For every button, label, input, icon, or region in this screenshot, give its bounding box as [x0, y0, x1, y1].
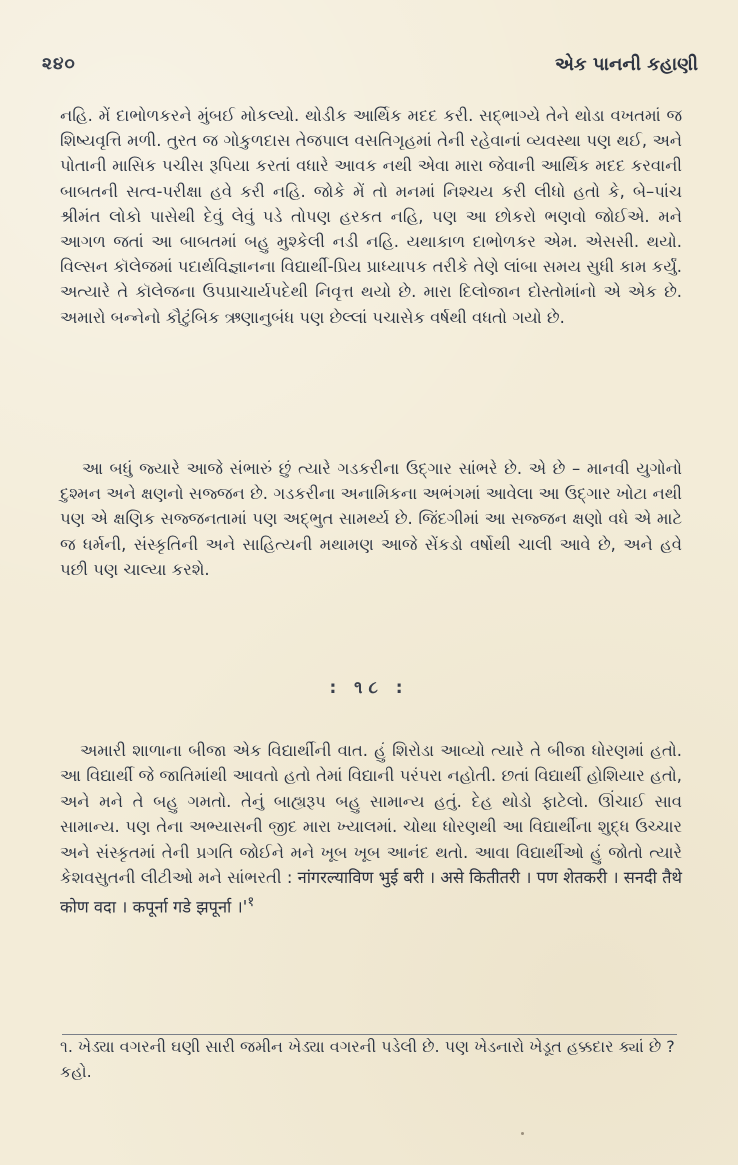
- footnote-reference: १: [247, 894, 255, 911]
- ink-speck: [521, 1132, 524, 1135]
- running-title: એક પાનની કહાણી: [554, 54, 698, 75]
- devanagari-quote: नांगरल्याविण भुई बरी । असे कितीतरी । पण शेतकरी । सनदी तैथे कोण वदा । कपूर्ना गडे झपूर्ना ।': [60, 868, 682, 917]
- section-number-heading: : ૧૮ :: [329, 678, 409, 698]
- body-paragraph-3: [60, 738, 682, 920]
- page-number: ૨૪૦: [42, 54, 76, 74]
- body-paragraph-2: આ બધું જ્યારે આજે સંભારું છું ત્યારે ગડકરીના ઉદ્ગાર સાંભરે છે. એ છે – માનવી યુગોનો દુશ્મન અને ક્ષણનો સજ્જન છે. ગડકરીના અનામિકના અભંગમાં આવેલા આ ઉદ્ગાર ખોટા નથી પણ એ ક્ષણિક સજ્જનતામાં પણ અદ્ભુત સામર્થ્ય છે. જિંદગીમાં આ સજ્જન ક્ષણો વધે એ માટે જ ધર્મની, સંસ્કૃતિની અને સાહિત્યની મથામણ આજે સેંકડો વર્ષોથી ચાલી આવે છે, અને હવે પછી પણ ચાલ્યા કરશે.: [60, 459, 682, 579]
- paragraph-text: અમારી શાળાના બીજા એક વિદ્યાર્થીની વાત. હું શિરોડા આવ્યો ત્યારે તે બીજા ધોરણમાં હતો. આ વિદ્યાર્થી જે જાતિમાંથી આવતો હતો તેમાં વિદ્યાની પરંપરા નહોતી. છતાં વિદ્યાર્થી હોશિયાર હતો, અને મને તે બહુ ગમતો. તેનું બાહ્યરૂપ બહુ સામાન્ય હતું. દેહ થોડો ફાટેલો. ઊંચાઈ સાવ સામાન્ય. પણ તેના અભ્યાસની જીદ મારા ખ્યાલમાં. ચોથા ધોરણથી આ વિદ્યાર્થીના શુદ્ધ ઉચ્ચાર અને સંસ્કૃતમાં તેની પ્રગતિ જોઈને મને ખૂબ ખૂબ આનંદ થતો. આવા વિદ્યાર્થીઓ હું જોતો ત્યારે કેશવસુતની લીટીઓ મને સાંભરતી :: [60, 741, 682, 888]
- page-header: [42, 54, 698, 84]
- body-paragraph-1: નહિ. મેં દાભોળકરને મુંબઈ મોકલ્યો. થોડીક આર્થિક મદદ કરી. સદ્ભાગ્યે તેને થોડા વખતમાં જ શિષ્યવૃત્તિ મળી. તુરત જ ગોકુળદાસ તેજપાલ વસતિગૃહમાં તેની રહેવાનાં વ્યવસ્થા પણ થઈ, અને પોતાની માસિક પચીસ રૂપિયા કરતાં વધારે આવક નથી એવા મારા જેવાની આર્થિક મદદ કરવાની બાબતની સત્વ-પરીક્ષા હવે કરી નહિ. જોકે મેં તો મનમાં નિશ્ચય કરી લીધો હતો કે, બે–પાંચ શ્રીમંત લોકો પાસેથી દેવું લેવું પડે તોપણ હરકત નહિ, પણ આ છોકરો ભણવો જોઈએ. મને આગળ જતાં આ બાબતમાં બહુ મુશ્કેલી નડી નહિ. યથાકાળ દાભોળકર એમ. એસસી. થયો. વિલ્સન કૉલેજમાં પદાર્થવિજ્ઞાનના વિદ્યાર્થી-પ્રિય પ્રાધ્યાપક તરીકે તેણે લાંબા સમય સુધી કામ કર્યું. અત્યારે તે કૉલેજના ઉપપ્રાચાર્યપદેથી નિવૃત્ત થયો છે. મારા દિલોજાન દોસ્તોમાંનો એ એક છે. અમારો બન્નેનો કૌટુંબિક ઋણાનુબંધ પણ છેલ્લાં પચાસેક વર્ષથી વધતો ગયો છે.: [60, 106, 682, 327]
- footnote: ૧. ખેડ્યા વગરની ઘણી સારી જમીન ખેડ્યા વગરની પડેલી છે. પણ ખેડનારો ખેડૂત હક્કદાર ક્યાં છે ? કહો.: [60, 1037, 675, 1081]
